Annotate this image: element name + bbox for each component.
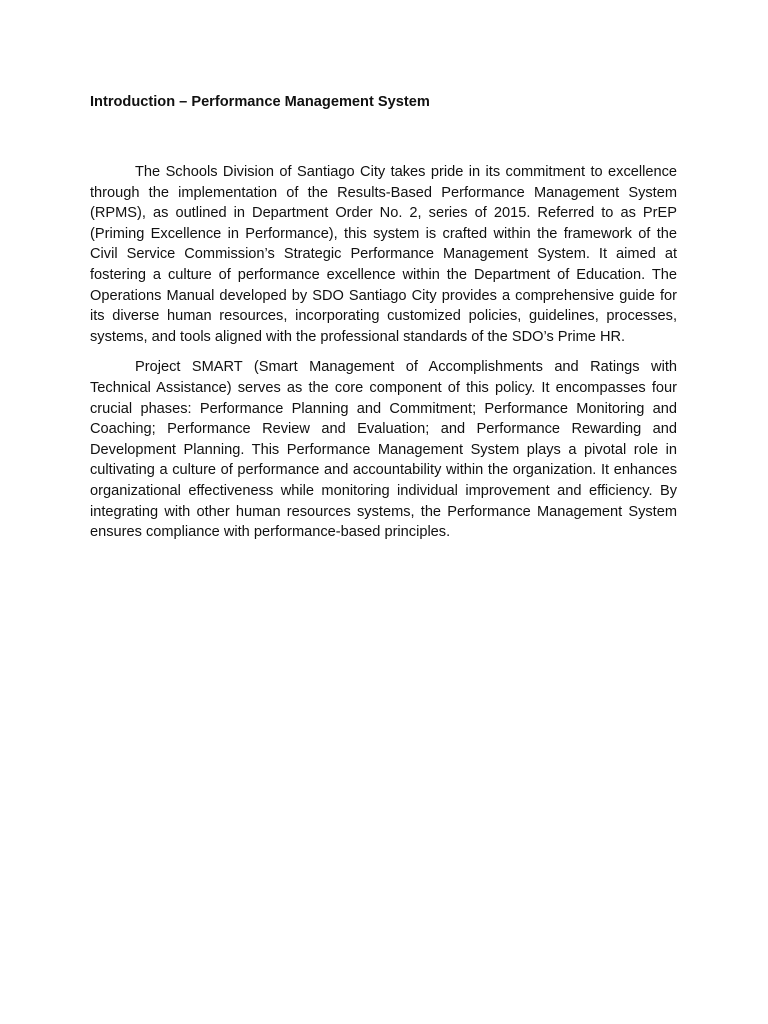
- paragraph-project-smart: Project SMART (Smart Management of Accomplishments and Ratings with Technical Assistance) serves as the core component of this policy. It encompasses four crucial phases: Performance Planning and Commitment; Performance Monitoring and Coaching; Performance Review and Evaluation; and Performance Rewarding and Development Planning. This Performance Management System plays a pivotal role in cultivating a culture of performance and accountability within the organization. It enhances organizational effectiveness while monitoring individual improvement and efficiency. By integrating with other human resources systems, the Performance Management System ensures compliance with performance-based principles.: [90, 359, 677, 541]
- document-body: [90, 92, 677, 543]
- paragraph-rpms-introduction: The Schools Division of Santiago City takes pride in its commitment to excellence through the implementation of the Results-Based Performance Management System (RPMS), as outlined in Department Order No. 2, series of 2015. Referred to as PrEP (Priming Excellence in Performance), this system is crafted within the framework of the Civil Service Commission’s Strategic Performance Management System. It aimed at fostering a culture of performance excellence within the Department of Education. The Operations Manual developed by SDO Santiago City provides a comprehensive guide for its diverse human resources, incorporating customized policies, guidelines, processes, systems, and tools aligned with the professional standards of the SDO’s Prime HR.: [90, 164, 677, 345]
- document-title: Introduction – Performance Management System: [90, 94, 430, 110]
